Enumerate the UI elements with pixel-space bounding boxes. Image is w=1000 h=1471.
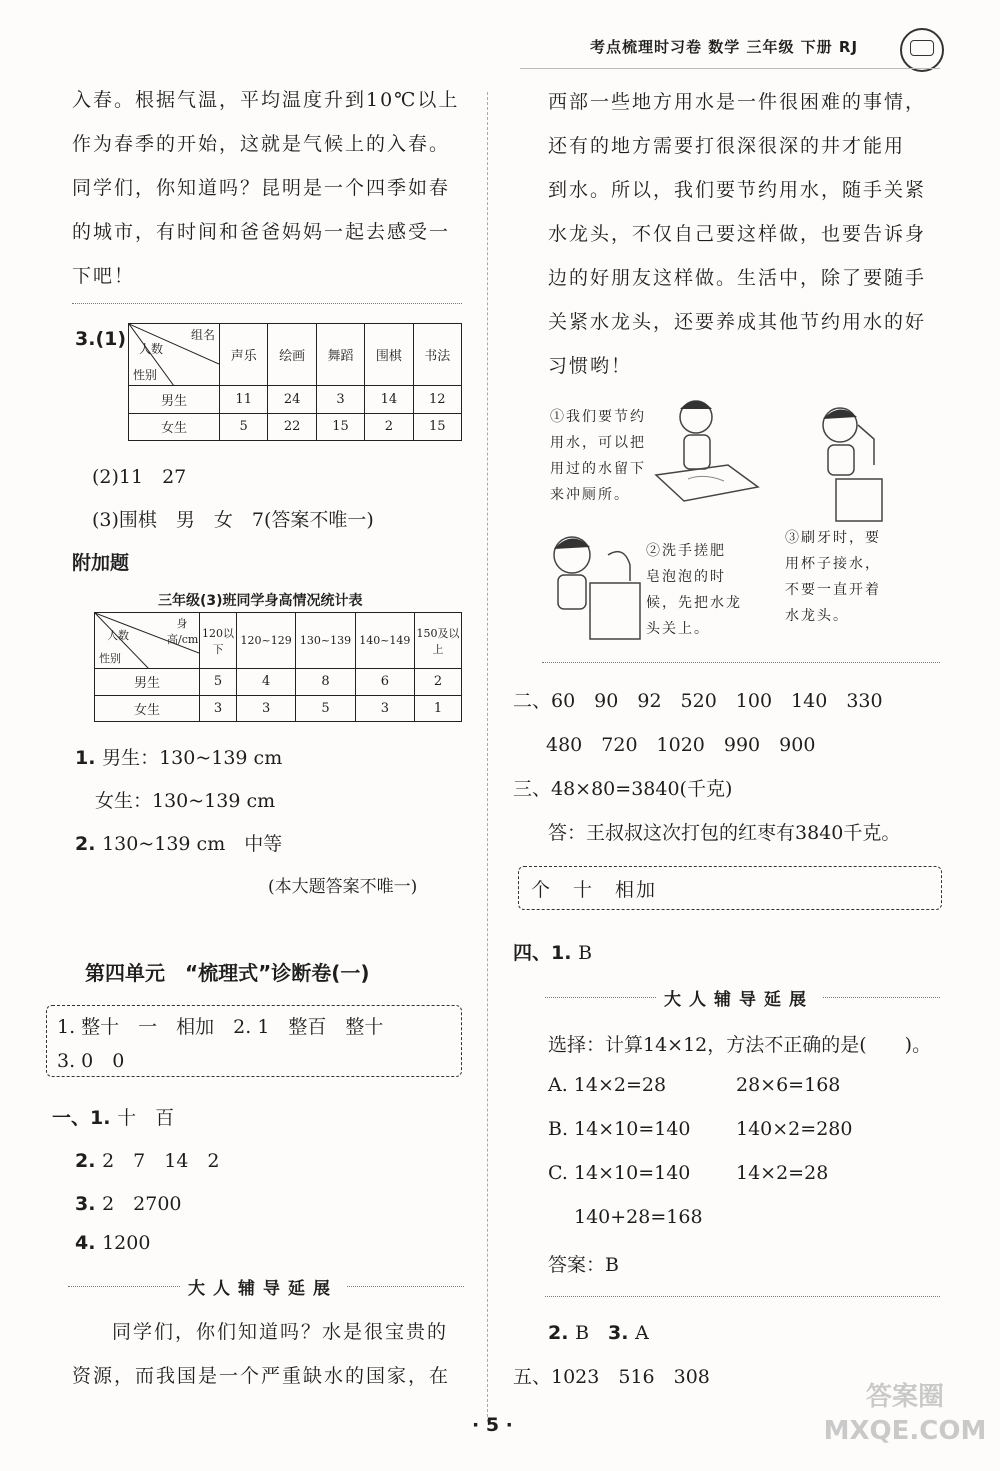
separator xyxy=(542,662,940,663)
table-cell: 5 xyxy=(200,669,237,696)
option-a-1: A. 14×2=28 xyxy=(548,1074,667,1096)
table-corner xyxy=(95,613,200,669)
answer-text: 男生：130~139 cm xyxy=(102,747,283,769)
text-line: 不要一直开着 xyxy=(785,582,881,598)
text-line: 资源，而我国是一个严重缺水的国家，在 xyxy=(72,1365,451,1387)
text-line: 用杯子接水， xyxy=(785,556,881,572)
section-prefix: 四、 xyxy=(513,942,552,964)
section-4-q1: 四、1. B xyxy=(513,942,593,964)
row-header: 男生 xyxy=(95,669,200,696)
answer-text: 130~139 cm 中等 xyxy=(102,833,283,855)
table-row xyxy=(95,669,462,696)
answer-text: 十 百 xyxy=(117,1107,175,1129)
section-1-q4: 4. 1200 xyxy=(75,1232,151,1254)
table-cell: 14 xyxy=(365,386,413,414)
box-line: 1. 整十 一 相加 2. 1 整百 整十 xyxy=(57,1016,384,1038)
child-washing-illustration-icon xyxy=(648,395,768,515)
text-line: 候，先把水龙 xyxy=(646,595,742,611)
tip-1 xyxy=(550,404,646,508)
table-cell: 3 xyxy=(355,695,414,722)
water-paragraph-right xyxy=(548,80,948,388)
table-cell: 5 xyxy=(220,413,268,441)
table-cell: 12 xyxy=(413,386,461,414)
section-3: 三、48×80=3840(千克) xyxy=(513,778,733,800)
option-c-2: 14×2=28 xyxy=(736,1162,829,1184)
option-b-1: B. 14×10=140 xyxy=(548,1118,691,1140)
answer-text: B xyxy=(575,1322,609,1344)
header-title: 考点梳理时习卷 数学 三年级 下册 RJ xyxy=(590,38,859,56)
corner-label: 身高/cm xyxy=(167,617,199,646)
extension-tag: 大人辅导延展 xyxy=(656,985,822,1010)
answer-text: A xyxy=(635,1322,649,1344)
table-cell: 24 xyxy=(268,386,316,414)
table-cell: 8 xyxy=(296,669,355,696)
column-header: 绘画 xyxy=(268,324,316,386)
option-a-2: 28×6=168 xyxy=(736,1074,841,1096)
text-line: ①我们要节约 xyxy=(550,409,646,425)
table-cell: 2 xyxy=(365,413,413,441)
section-4-q2-q3: 2. B 3. A xyxy=(548,1322,649,1344)
answer-text: 2 7 14 2 xyxy=(102,1150,220,1172)
section-2-line2: 480 720 1020 990 900 xyxy=(546,734,816,756)
section-2-line1: 二、60 90 92 520 100 140 330 xyxy=(513,690,883,712)
unit-title: 第四单元 “梳理式”诊断卷(一) xyxy=(85,961,370,985)
box-text: 个 十 相加 xyxy=(531,879,658,901)
text-line: 同学们，你们知道吗？水是很宝贵的 xyxy=(112,1321,449,1343)
corner-label: 性别 xyxy=(99,652,121,665)
column-header: 书法 xyxy=(413,324,461,386)
table-row xyxy=(129,413,462,441)
answer-text: 1200 xyxy=(102,1232,151,1254)
water-paragraph-left xyxy=(72,1310,472,1398)
option-c-1: C. 14×10=140 xyxy=(548,1162,691,1184)
table-cell: 3 xyxy=(237,695,296,722)
q3-label: 3.(1) xyxy=(75,328,127,350)
section-1-q1: 一、1. 十 百 xyxy=(52,1107,175,1129)
column-header: 120以下 xyxy=(200,613,237,669)
separator xyxy=(545,1296,940,1297)
option-c-3: 140+28=168 xyxy=(574,1206,703,1228)
tip-3 xyxy=(785,525,881,629)
table-cell: 5 xyxy=(296,695,355,722)
table-row xyxy=(129,386,462,414)
text-line: ③刷牙时，要 xyxy=(785,530,881,546)
text-line: 用水，可以把 xyxy=(550,435,646,451)
text-line: 边的好朋友这样做。生活中，除了要随手 xyxy=(548,267,927,289)
choice-answer: 答案：B xyxy=(548,1254,619,1276)
choice-question: 选择：计算14×12，方法不正确的是( )。 xyxy=(548,1034,932,1056)
text-line: 西部一些地方用水是一件很困难的事情， xyxy=(548,91,927,113)
column-header: 140~149 xyxy=(355,613,414,669)
text-line: 还有的地方需要打很深很深的井才能用 xyxy=(548,135,906,157)
table-cell: 11 xyxy=(220,386,268,414)
watermark: 答案圈 MXQE.COM xyxy=(823,1382,987,1446)
table-cell: 2 xyxy=(415,669,462,696)
text-line: 头关上。 xyxy=(646,621,710,637)
table-cell: 15 xyxy=(316,413,364,441)
answer-1-girl: 女生：130~139 cm xyxy=(95,790,276,812)
corner-label: 性别 xyxy=(133,368,158,382)
section-3-answer: 答：王叔叔这次打包的红枣有3840千克。 xyxy=(548,822,901,844)
text-line: 下吧！ xyxy=(72,265,136,287)
column-header: 130~139 xyxy=(296,613,355,669)
hobby-group-table xyxy=(128,323,462,441)
text-line: 皂泡泡的时 xyxy=(646,569,726,585)
answer-2: 2. 130~139 cm 中等 xyxy=(75,833,283,855)
answer-1-boy: 1. 男生：130~139 cm xyxy=(75,747,283,769)
text-line: 关紧水龙头，还要养成其他节约用水的好 xyxy=(548,311,927,333)
extension-tag: 大人辅导延展 xyxy=(180,1274,346,1299)
column-header: 围棋 xyxy=(365,324,413,386)
table-cell: 1 xyxy=(415,695,462,722)
intro-paragraph xyxy=(72,78,472,298)
section-5: 五、1023 516 308 xyxy=(513,1366,710,1388)
table-row xyxy=(95,695,462,722)
table-cell: 4 xyxy=(237,669,296,696)
q3-3-answer: (3)围棋 男 女 7(答案不唯一) xyxy=(92,509,374,531)
table2-title: 三年级(3)班同学身高情况统计表 xyxy=(158,593,363,609)
box-line: 3. 0 0 xyxy=(57,1050,125,1072)
row-header: 女生 xyxy=(129,413,220,441)
option-b-2: 140×2=280 xyxy=(736,1118,853,1140)
answer-text: 2 2700 xyxy=(102,1193,182,1215)
section-1-q3: 3. 2 2700 xyxy=(75,1193,182,1215)
text-line: 来冲厕所。 xyxy=(550,487,630,503)
text-line: 到水。所以，我们要节约用水，随手关紧 xyxy=(548,179,927,201)
corner-label: 人数 xyxy=(139,342,164,356)
row-header: 女生 xyxy=(95,695,200,722)
text-line: 的城市，有时间和爸爸妈妈一起去感受一 xyxy=(72,221,451,243)
table-cell: 3 xyxy=(200,695,237,722)
text-line: 同学们，你知道吗？昆明是一个四季如春 xyxy=(72,177,451,199)
text-line: 习惯哟！ xyxy=(548,355,633,377)
section-1-q2: 2. 2 7 14 2 xyxy=(75,1150,220,1172)
column-header: 舞蹈 xyxy=(316,324,364,386)
header-rule xyxy=(520,68,940,69)
column-header: 150及以上 xyxy=(415,613,462,669)
section-prefix: 一、 xyxy=(52,1107,91,1129)
page-number: · 5 · xyxy=(472,1414,513,1436)
column-divider xyxy=(487,92,488,1422)
key-points-box-right xyxy=(518,866,942,910)
key-points-box xyxy=(46,1005,462,1077)
table-cell: 3 xyxy=(316,386,364,414)
corner-label: 组名 xyxy=(190,328,215,342)
text-line: 水龙头，不仅自己要这样做，也要告诉身 xyxy=(548,223,927,245)
separator xyxy=(72,303,462,304)
text-line: 入春。根据气温，平均温度升到10℃以上 xyxy=(72,89,460,111)
child-brushing-illustration-icon xyxy=(800,395,900,525)
text-line: 作为春季的开始，这就是气候上的入春。 xyxy=(72,133,451,155)
table-corner xyxy=(129,324,220,386)
table-cell: 6 xyxy=(355,669,414,696)
publisher-logo-icon xyxy=(900,28,944,72)
table-cell: 22 xyxy=(268,413,316,441)
text-line: 水龙头。 xyxy=(785,608,849,624)
note: (本大题答案不唯一) xyxy=(268,877,418,897)
corner-label: 人数 xyxy=(107,629,129,642)
text-line: 用过的水留下 xyxy=(550,461,646,477)
q3-2-answer: (2)11 27 xyxy=(92,466,187,488)
extra-section-title: 附加题 xyxy=(72,552,130,574)
child-handwashing-illustration-icon xyxy=(538,525,648,645)
answer-text: B xyxy=(578,942,593,964)
row-header: 男生 xyxy=(129,386,220,414)
height-stats-table xyxy=(94,612,462,722)
table-cell: 15 xyxy=(413,413,461,441)
column-header: 120~129 xyxy=(237,613,296,669)
text-line: ②洗手搓肥 xyxy=(646,543,726,559)
tip-2 xyxy=(646,538,742,642)
column-header: 声乐 xyxy=(220,324,268,386)
